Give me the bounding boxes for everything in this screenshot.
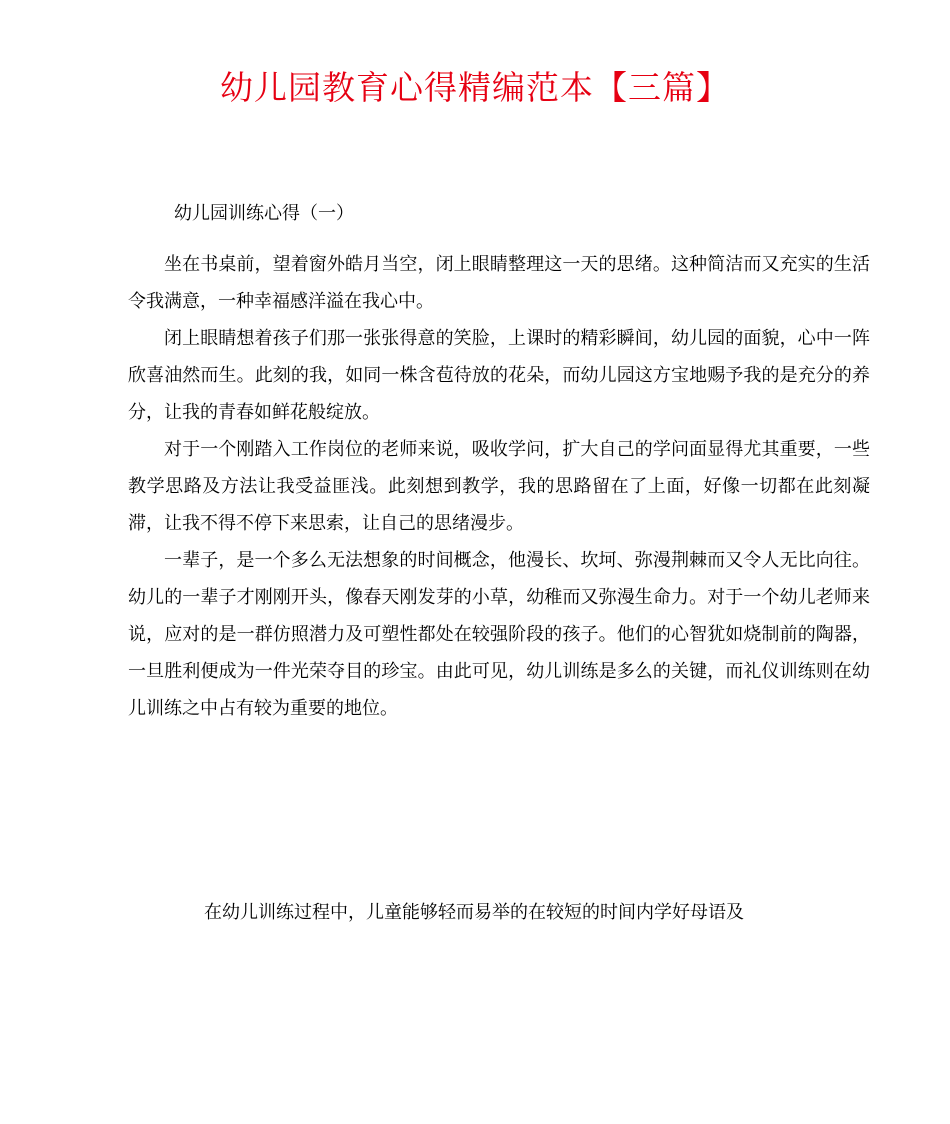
section-heading: 幼儿园训练心得（一） [174,203,354,224]
paragraph-3: 对于一个刚踏入工作岗位的老师来说，吸收学问，扩大自己的学问面显得尤其重要，一些教学思路及方法让我受益匪浅。此刻想到教学，我的思路留在了上面，好像一切都在此刻凝滞，让我不得不停下来思索，让自己的思绪漫步。 [128,439,870,534]
paragraph-2: 闭上眼睛想着孩子们那一张张得意的笑脸，上课时的精彩瞬间，幼儿园的面貌，心中一阵欣喜油然而生。此刻的我，如同一株含苞待放的花朵，而幼儿园这方宝地赐予我的是充分的养分，让我的青春如鲜花般绽放。 [128,328,870,423]
document-body [128,246,870,727]
document-title: 幼儿园教育心得精编范本【三篇】 [220,68,730,107]
paragraph-5: 在幼儿训练过程中，儿童能够轻而易举的在较短的时间内学好母语及 [204,902,744,923]
paragraph-1: 坐在书桌前，望着窗外皓月当空，闭上眼睛整理这一天的思绪。这种简洁而又充实的生活令我满意，一种幸福感洋溢在我心中。 [128,254,870,312]
paragraph-4: 一辈子，是一个多么无法想象的时间概念，他漫长、坎坷、弥漫荆棘而又令人无比向往。幼儿的一辈子才刚刚开头，像春天刚发芽的小草，幼稚而又弥漫生命力。对于一个幼儿老师来说，应对的是一群仿照潜力及可塑性都处在较强阶段的孩子。他们的心智犹如烧制前的陶器，一旦胜利便成为一件光荣夺目的珍宝。由此可见，幼儿训练是多么的关键，而礼仪训练则在幼儿训练之中占有较为重要的地位。 [128,550,870,719]
